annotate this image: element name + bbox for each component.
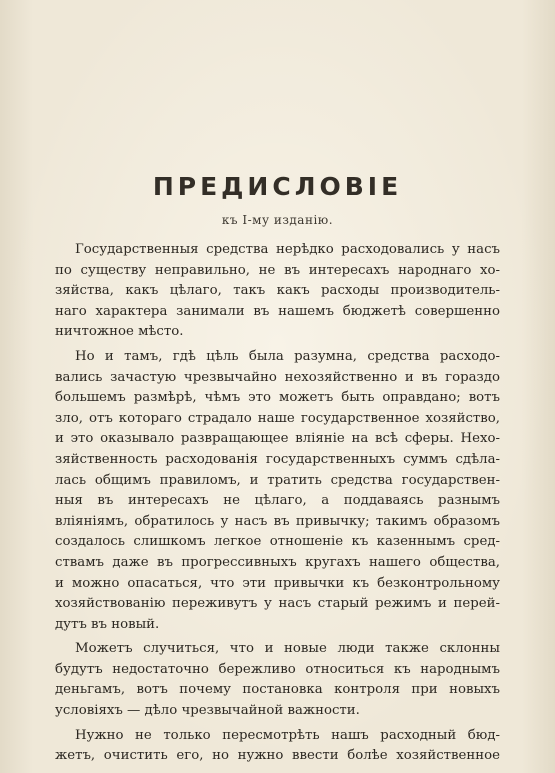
text-line: большемъ размѣрѣ, чѣмъ это можетъ быть оправдано; вотъ — [55, 390, 500, 406]
text-line: хозяйствованію переживутъ у насъ старый режимъ и перей- — [55, 596, 500, 612]
text-line: и можно опасаться, что эти привычки къ безконтрольному — [55, 575, 500, 591]
paragraph — [55, 240, 500, 343]
text-line: зяйственность расходованія государственныхъ суммъ сдѣла- — [55, 451, 500, 467]
text-line: будутъ недостаточно бережливо относиться къ народнымъ — [55, 661, 500, 677]
text-line: Можетъ случиться, что и новые люди также склонны — [75, 641, 500, 657]
body-text — [55, 240, 500, 771]
text-line: ствамъ даже въ прогрессивныхъ кругахъ нашего общества, — [55, 554, 500, 570]
text-line: вались зачастую чрезвычайно нехозяйственно и въ гораздо — [55, 369, 500, 385]
text-line: ныя въ интересахъ не цѣлаго, а поддаваясь разнымъ — [55, 493, 500, 509]
text-line: создалось слишкомъ легкое отношеніе къ казеннымъ сред- — [55, 534, 500, 550]
text-line: Нужно не только пересмотрѣть нашъ расходный бюд- — [75, 727, 500, 743]
text-line: деньгамъ, вотъ почему постановка контроля при новыхъ — [55, 682, 500, 698]
page-title: ПРЕДИСЛОВIЕ — [152, 172, 403, 201]
text-line: Но и тамъ, гдѣ цѣль была разумна, средства расходо- — [75, 348, 500, 364]
text-line: жетъ, очистить его, но нужно ввести болѣе хозяйственное — [55, 748, 500, 764]
paragraph — [55, 347, 500, 635]
text-line: дутъ въ новый. — [55, 616, 160, 632]
text-line: зяйства, какъ цѣлаго, такъ какъ расходы производитель- — [55, 283, 500, 299]
text-line: лась общимъ правиломъ, и тратить средства государствен- — [55, 472, 500, 488]
page-subtitle: къ I-му изданiю. — [221, 213, 334, 227]
text-line: ничтожное мѣсто. — [55, 324, 184, 340]
text-line: вліяніямъ, обратилось у насъ въ привычку; такимъ образомъ — [55, 513, 500, 529]
paragraph — [55, 726, 500, 767]
text-line: по существу неправильно, не въ интересахъ народнаго хо- — [55, 262, 500, 278]
text-line: наго характера занимали въ нашемъ бюджетѣ совершенно — [55, 303, 500, 319]
text-line: зло, отъ котораго страдало наше государственное хозяйство, — [55, 410, 500, 426]
text-line: и это оказывало развращающее вліяніе на всѣ сферы. Нехо- — [55, 431, 500, 447]
paragraph — [55, 639, 500, 721]
text-line: Государственныя средства нерѣдко расходовались у насъ — [75, 242, 500, 257]
text-line: условіяхъ — дѣло чрезвычайной важности. — [55, 703, 360, 719]
